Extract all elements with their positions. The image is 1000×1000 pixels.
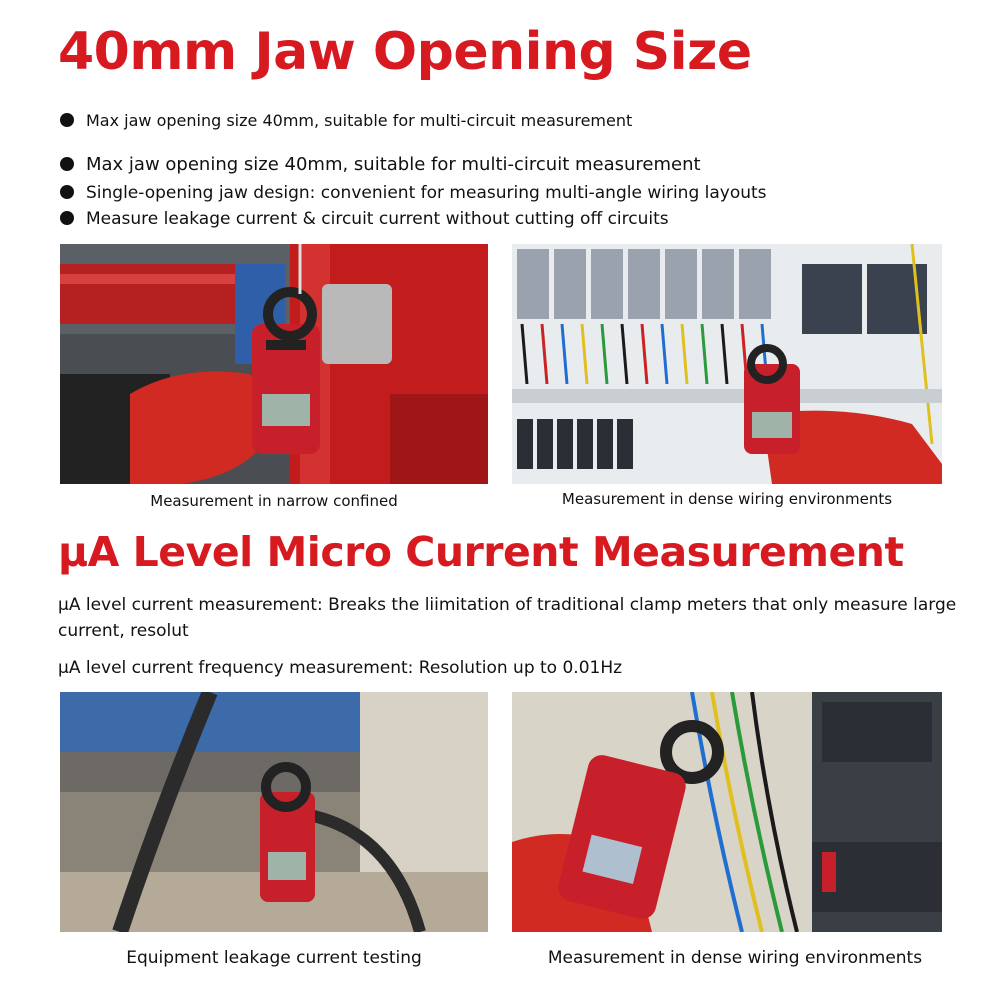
section1-title: 40mm Jaw Opening Size — [58, 22, 752, 82]
photo-dense-wiring-1 — [512, 244, 942, 484]
clamp-meter-on-red-pipe-icon — [60, 244, 488, 484]
photo-dense-wiring-2 — [512, 692, 942, 932]
feature-bullet — [60, 152, 701, 178]
bullet-dot-icon — [60, 157, 74, 171]
clamp-meter-in-breaker-box-icon — [512, 692, 942, 932]
photo-caption: Measurement in dense wiring environments — [561, 490, 893, 508]
photo-equipment-leakage — [60, 692, 488, 932]
clamp-meter-on-cable-icon — [60, 692, 488, 932]
intro-bullet — [60, 108, 632, 134]
feature-bullet-text: Measure leakage current & circuit current without cutting off circuits — [86, 209, 669, 229]
section2-title: μA Level Micro Current Measurement — [58, 528, 904, 576]
bullet-dot-icon — [60, 185, 74, 199]
feature-bullet — [60, 180, 767, 206]
photo-caption: Equipment leakage current testing — [126, 948, 422, 968]
feature-bullet-text: Single-opening jaw design: convenient for measuring multi-angle wiring layouts — [86, 183, 767, 203]
photo-caption: Measurement in dense wiring environments — [547, 948, 923, 968]
clamp-meter-on-wiring-panel-icon — [512, 244, 942, 484]
photo-caption: Measurement in narrow confined — [150, 492, 398, 510]
feature-bullet — [60, 206, 669, 232]
intro-bullet-text: Max jaw opening size 40mm, suitable for multi-circuit measurement — [86, 111, 633, 130]
feature-paragraph: μA level current measurement: Breaks the liimitation of traditional clamp meters that only measure large current, resolut — [58, 595, 957, 641]
bullet-dot-icon — [60, 113, 74, 127]
feature-bullet-text: Max jaw opening size 40mm, suitable for multi-circuit measurement — [86, 154, 701, 175]
bullet-dot-icon — [60, 211, 74, 225]
photo-narrow-confined — [60, 244, 488, 484]
feature-paragraph: μA level current frequency measurement: Resolution up to 0.01Hz — [58, 658, 623, 678]
